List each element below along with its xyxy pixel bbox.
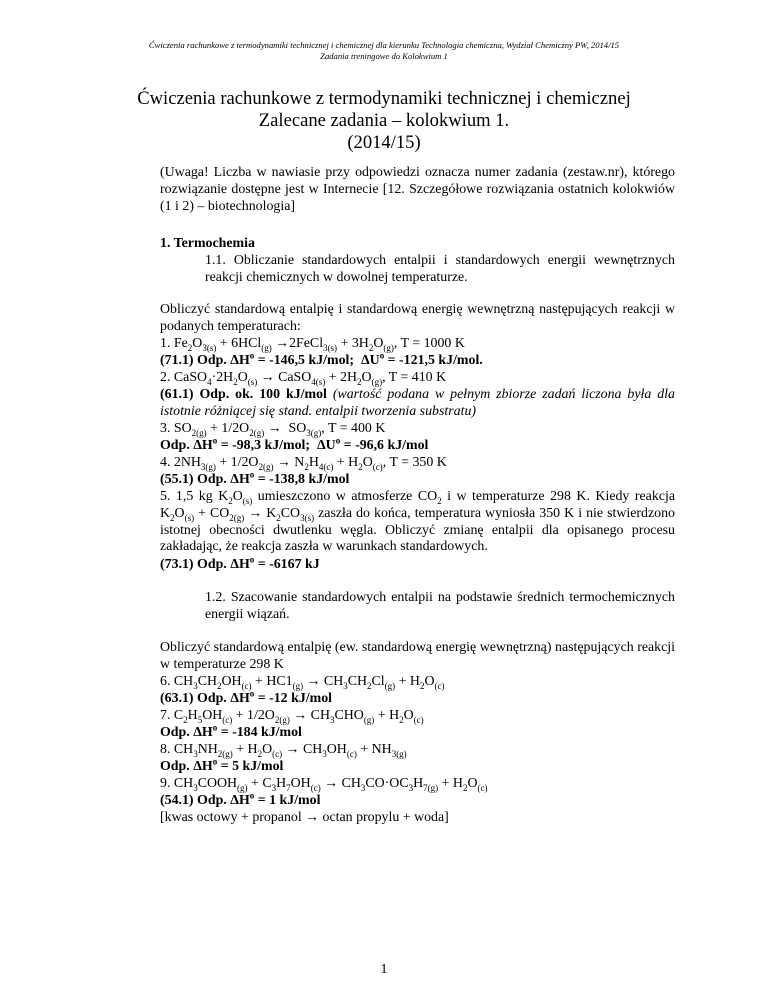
problem-1-answer: (71.1) Odp. $\Delta H^o = -146,5$ kJ/mol; $\Delta U^o = -121,5$ kJ/mol. — [160, 350, 483, 368]
problem-7-answer: Odp. $\Delta H^o = -184$ kJ/mol — [160, 722, 302, 740]
problem-5-answer: (73.1) Odp. $\Delta H^o = -6167$ kJ — [160, 554, 320, 572]
document-title-line3: (2014/15) — [347, 132, 421, 153]
problem-6-answer: (63.1) Odp. $\Delta H^o = -12$ kJ/mol — [160, 688, 333, 706]
intro-1-2: Obliczyć standardową entalpię (ew. standardową energię wewnętrzną) następujących reakcji w temperaturze 298 K — [160, 640, 675, 672]
problem-8-answer: Odp. $\Delta H^o = 5$ kJ/mol — [160, 756, 284, 774]
intro-1-1: Obliczyć standardową entalpię i standardową energię wewnętrzną następujących reakcji w podanych temperaturach: — [160, 302, 675, 334]
note-paragraph: (Uwaga! Liczba w nawiasie przy odpowiedzi oznacza numer zadania (zestaw.nr), którego rozwiązanie dostępne jest w Internecie [12. Szczegółowe rozwiązania ostatnich kolokwiów (1 i 2) – biotechnologia] — [160, 165, 675, 214]
problem-9-answer: (54.1) Odp. $\Delta H^o = 1$ kJ/mol — [160, 790, 321, 808]
running-header-line1: Ćwiczenia rachunkowe z termodynamiki technicznej i chemicznej dla kierunku Technologia chemiczna, Wydział Chemiczny PW, 2014/15 — [148, 40, 620, 50]
problem-8-reaction: 8. $CH_3NH_{2(g)} + H_2O_{(c)} \to CH_3OH_{(c)} + NH_{3(g)}$ — [160, 742, 407, 759]
problem-9-comment: [kwas octowy + propanol → octan propylu + woda] — [160, 810, 449, 825]
problem-4-reaction: 4. $2NH_{3(g)} + 1/2O_{2(g)} \to N_2H_{4(c)} + H_2O_{(c)}$, T = 350 K — [160, 455, 447, 472]
problem-3-reaction: 3. $SO_{2(g)} + 1/2O_{2(g)} \to SO_{3(g)}$, T = 400 K — [160, 421, 386, 438]
running-header-line2: Zadania treningowe do Kolokwium 1 — [320, 51, 448, 61]
subsection-1-1: 1.1. Obliczanie standardowych entalpii i standardowych energii wewnętrznych reakcji chemicznych w dowolnej temperaturze. — [205, 253, 675, 285]
document-title-line1: Ćwiczenia rachunkowe z termodynamiki technicznej i chemicznej — [137, 88, 631, 109]
problem-9-reaction: 9. $CH_3COOH_{(g)} + C_3H_7OH_{(c)} \to CH_3CO\cdot OC_3H_{7(g)} + H_2O_{(c)}$ — [160, 776, 488, 793]
problem-6-reaction: 6. $CH_3CH_2OH_{(c)} + HC1_{(g)} \to CH_3CH_2Cl_{(g)} + H_2O_{(c)}$ — [160, 674, 445, 691]
problem-1-reaction: 1. $Fe_2O_{3(s)} + 6HCl_{(g)}$ →2FeCl$_{3(s)}$ + $3H_2O_{(g)}$, T = 1000 K — [160, 336, 465, 353]
document-title-line2: Zalecane zadania – kolokwium 1. — [258, 110, 510, 131]
problem-5-text: 5. 1,5 kg $K_2O_{(s)}$ umieszczono w atmosferze $CO_2$ i w temperaturze 298 K. Kiedy reakcja $K_2O_{(s)} + CO_{2(g)} \to K_2CO_{3(s)}$ zaszła do końca, temperatura wyniosła 350 K i nie stwierdzono istotnej obecności dwutlenku węgla. Obliczyć zmianę entalpii dla opisanego procesu zakładając, że reakcja zaszła w warunkach standardowych. — [160, 489, 675, 555]
problem-3-answer: Odp. $\Delta H^o = -98,3$ kJ/mol; $\Delta U^o = -96,6$ kJ/mol — [160, 435, 429, 453]
section-heading: 1. Termochemia — [160, 236, 255, 251]
problem-4-answer: (55.1) Odp. $\Delta H^o = -138,8$ kJ/mol — [160, 469, 350, 487]
problem-7-reaction: 7. $C_2H_5OH_{(c)} + 1/2O_{2(g)} \to CH_3CHO_{(g)} + H_2O_{(c)}$ — [160, 708, 424, 725]
page-number: 1 — [380, 962, 388, 977]
problem-2-reaction: 2. $CaSO_4\cdot 2H_2O_{(s)}$ → CaSO$_{4(s)}$ + $2H_2O_{(g)}$, T = 410 K — [160, 370, 447, 387]
subsection-1-2: 1.2. Szacowanie standardowych entalpii na podstawie średnich termochemicznych energii wiązań. — [205, 590, 675, 622]
problem-2-answer: (61.1) Odp. ok. 100 kJ/mol (wartość podana w pełnym zbiorze zadań liczona była dla istotnie różniącej się stand. entalpii tworzenia substratu) — [160, 387, 675, 419]
